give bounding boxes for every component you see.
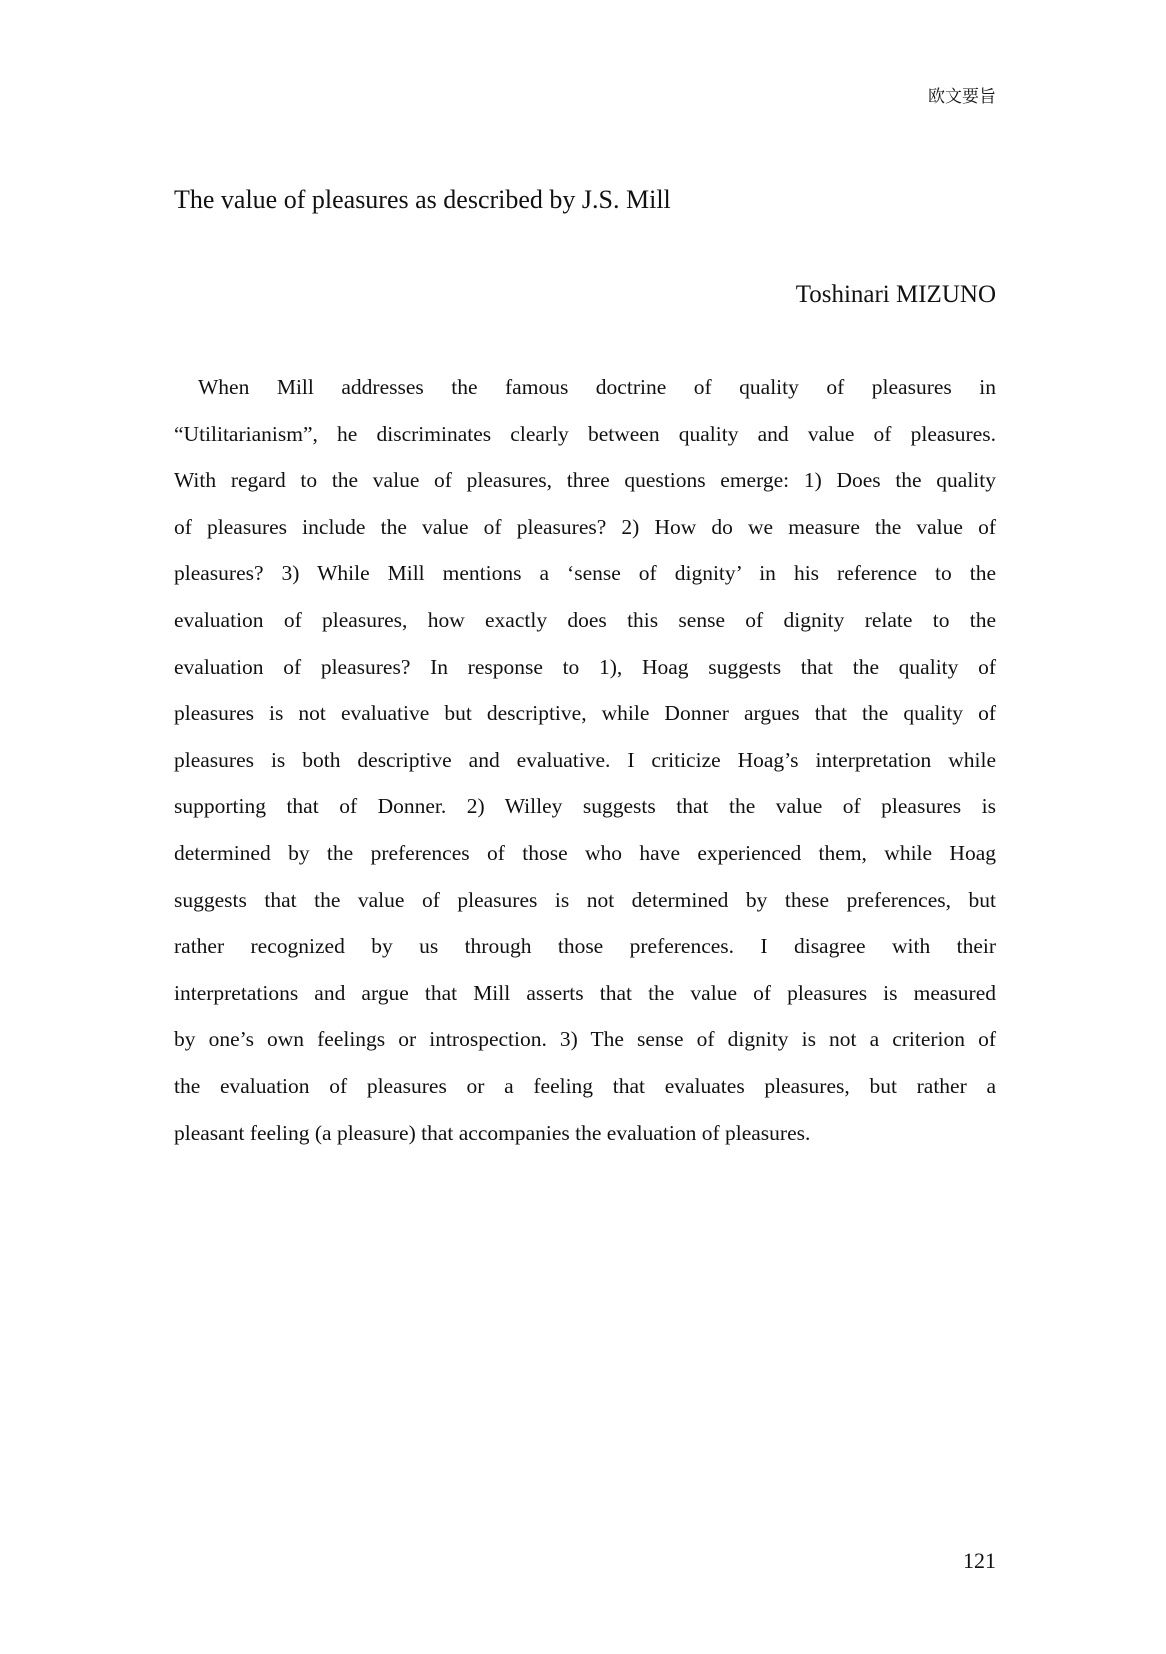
abstract-body (174, 371, 996, 1163)
abstract-line: suggests that the value of pleasures is not determined by these preferences, but (174, 887, 996, 912)
abstract-line: determined by the preferences of those who have experienced them, while Hoag (174, 840, 996, 865)
abstract-line: by one’s own feelings or introspection. 3) The sense of dignity is not a criterion of (174, 1027, 996, 1052)
author-name: Toshinari MIZUNO (795, 281, 996, 308)
abstract-line: “Utilitarianism”, he discriminates clearly between quality and value of pleasures. (174, 421, 996, 446)
abstract-line: the evaluation of pleasures or a feeling that evaluates pleasures, but rather a (174, 1073, 996, 1098)
abstract-line: evaluation of pleasures? In response to 1), Hoag suggests that the quality of (174, 654, 996, 679)
page-number: 121 (963, 1548, 996, 1573)
abstract-line: When Mill addresses the famous doctrine of quality of pleasures in (198, 375, 996, 399)
abstract-line: pleasures is not evaluative but descriptive, while Donner argues that the quality of (174, 701, 996, 726)
abstract-line: pleasures is both descriptive and evaluative. I criticize Hoag’s interpretation while (174, 747, 996, 772)
abstract-line: evaluation of pleasures, how exactly does this sense of dignity relate to the (174, 607, 996, 632)
abstract-line: supporting that of Donner. 2) Willey suggests that the value of pleasures is (174, 794, 996, 819)
abstract-line: pleasures? 3) While Mill mentions a ‘sense of dignity’ in his reference to the (174, 561, 996, 586)
abstract-line: interpretations and argue that Mill asserts that the value of pleasures is measured (174, 980, 996, 1005)
running-header: 欧文要旨 (928, 87, 996, 107)
abstract-line: With regard to the value of pleasures, three questions emerge: 1) Does the quality (174, 468, 996, 493)
article-title: The value of pleasures as described by J.S. Mill (174, 185, 671, 214)
abstract-line: pleasant feeling (a pleasure) that accompanies the evaluation of pleasures. (174, 1120, 811, 1145)
abstract-line: rather recognized by us through those preferences. I disagree with their (174, 934, 996, 959)
abstract-line: of pleasures include the value of pleasures? 2) How do we measure the value of (174, 514, 996, 539)
